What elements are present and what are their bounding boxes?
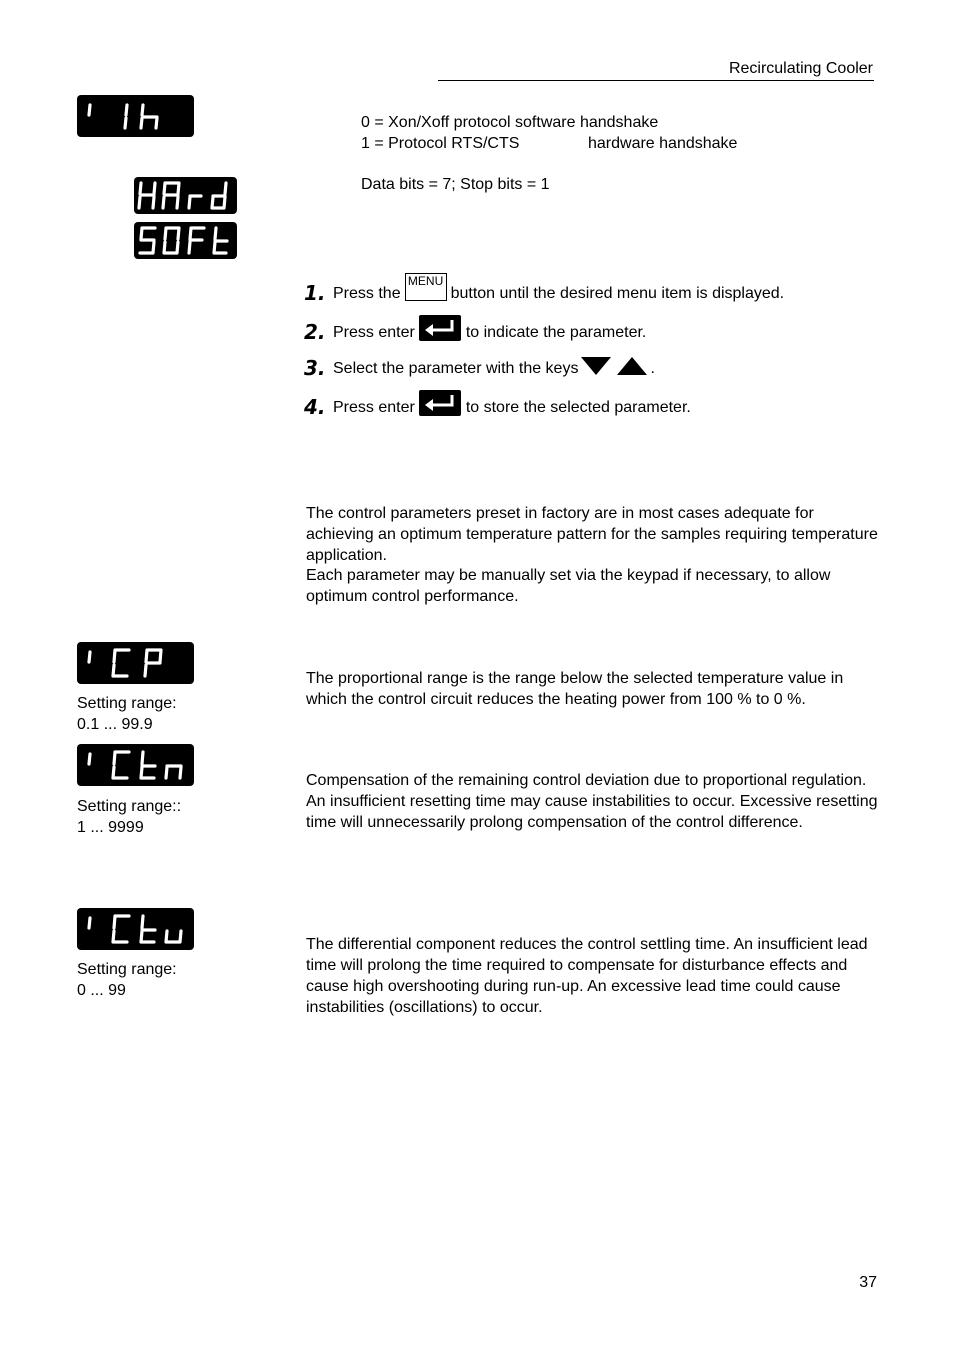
enter-key-icon — [419, 390, 461, 416]
step-3 — [304, 354, 655, 382]
step-4 — [304, 393, 691, 421]
lcd-segments — [134, 222, 237, 259]
lcd-display-soft — [134, 222, 237, 259]
step-2 — [304, 318, 646, 346]
lcd-segments — [77, 95, 194, 137]
setting-range-value: 0 ... 99 — [77, 982, 126, 999]
header-rule — [438, 80, 874, 81]
header-title: Recirculating Cooler — [728, 60, 873, 77]
step-number: 1. — [304, 280, 326, 305]
step-text-before: Press enter — [333, 323, 415, 341]
step-text-after: to indicate the parameter. — [465, 323, 647, 341]
step-text-before: Select the parameter with the keys — [333, 359, 579, 377]
handshake-option-0: 0 = Xon/Xoff protocol software handshake — [361, 114, 659, 131]
handshake-option-1-type: hardware handshake — [588, 135, 738, 152]
setting-range-value: 1 ... 9999 — [77, 819, 144, 836]
setting-range-value: 0.1 ... 99.9 — [77, 716, 153, 733]
intro-paragraph-2: Each parameter may be manually set via the keypad if necessary, to allow optimum control performance. — [306, 567, 831, 605]
step-number: 3. — [304, 355, 326, 380]
page-number: 37 — [859, 1274, 877, 1291]
setting-range-label: Setting range: — [77, 961, 177, 978]
intro-paragraph-1: The control parameters preset in factory are in most cases adequate for achieving an optimum temperature pattern for the samples requiring temperature application. — [306, 505, 878, 564]
handshake-option-1: 1 = Protocol RTS/CTS — [361, 135, 520, 152]
enter-key-icon — [419, 315, 461, 341]
step-1 — [304, 274, 785, 307]
data-bits-info: Data bits = 7; Stop bits = 1 — [361, 176, 550, 193]
arrow-down-icon — [580, 356, 612, 376]
lcd-display-hard — [134, 177, 237, 214]
step-text-after: . — [650, 359, 655, 377]
setting-range-label: Setting range: — [77, 695, 177, 712]
param-description-ctv: The differential component reduces the control settling time. An insufficient lead time will prolong the time required to compensate for disturbance effects and cause high overshooting during run-up. An excessive lead time could cause instabilities (oscillations) to occur. — [306, 936, 868, 1016]
menu-key-icon: MENU — [405, 273, 447, 301]
lcd-display-ih — [77, 95, 194, 137]
lcd-display-ctn — [77, 744, 194, 786]
step-text-after: to store the selected parameter. — [465, 398, 691, 416]
lcd-segments — [77, 642, 194, 684]
step-text-before: Press enter — [333, 398, 415, 416]
setting-range-label: Setting range:: — [77, 798, 182, 815]
lcd-segments — [134, 177, 237, 214]
param-description-ctn: Compensation of the remaining control deviation due to proportional regulation. An insufficient resetting time may cause instabilities to occur. Excessive resetting time will unnecessarily prolong compensation of the control difference. — [306, 772, 878, 831]
step-text-before: Press the — [333, 284, 401, 302]
param-description-cp: The proportional range is the range below the selected temperature value in which the control circuit reduces the heating power from 100 % to 0 %. — [306, 670, 844, 708]
lcd-display-ctv — [77, 908, 194, 950]
lcd-segments — [77, 908, 194, 950]
step-text-after: button until the desired menu item is displayed. — [450, 284, 785, 302]
lcd-display-cp — [77, 642, 194, 684]
step-number: 4. — [304, 394, 326, 419]
arrow-up-icon — [616, 356, 648, 376]
lcd-segments — [77, 744, 194, 786]
step-number: 2. — [304, 319, 326, 344]
